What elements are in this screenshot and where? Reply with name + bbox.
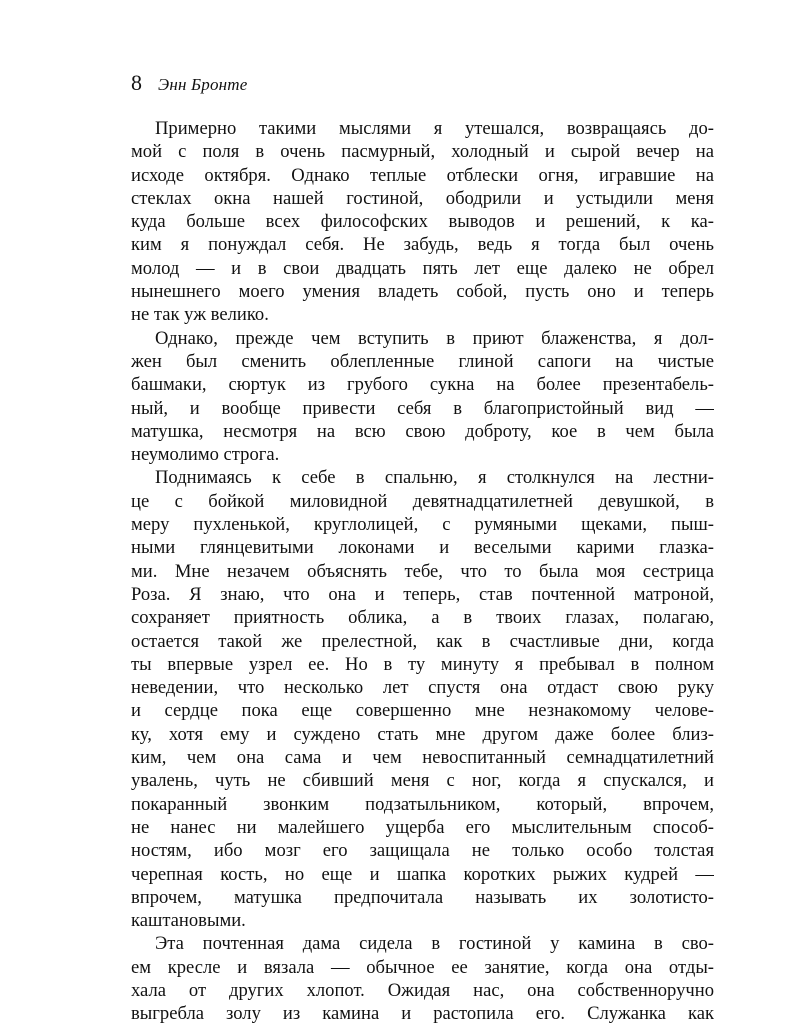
- text-line: и сердце пока еще совершенно мне незнакомому челове-: [131, 700, 714, 722]
- text-line: стеклах окна нашей гостиной, ободрили и устыдили меня: [131, 187, 714, 209]
- paragraph: [131, 466, 714, 932]
- text-line: каштановыми.: [131, 910, 246, 932]
- text-line: ты впервые узрел ее. Но в ту минуту я пребывал в полном: [131, 653, 714, 675]
- text-line: матушка, несмотря на всю свою доброту, кое в чем была: [131, 420, 714, 442]
- text-line: меру пухленькой, круглолицей, с румяными щеками, пыш-: [131, 514, 714, 536]
- text-line: выгребла золу из камина и растопила его. Служанка как: [131, 1003, 714, 1025]
- text-line: исходе октября. Однако теплые отблески огня, игравшие на: [131, 164, 714, 186]
- text-line: ный, и вообще привести себя в благопристойный вид —: [131, 397, 714, 419]
- text-line: Однако, прежде чем вступить в приют блаженства, я дол-: [155, 327, 714, 349]
- text-line: ми. Мне незачем объяснять тебе, что то была моя сестрица: [131, 560, 714, 582]
- text-line: Примерно такими мыслями я утешался, возвращаясь до-: [155, 118, 714, 139]
- text-line: башмаки, сюртук из грубого сукна на более презентабель-: [131, 374, 714, 396]
- text-line: остается такой же прелестной, как в счастливые дни, когда: [131, 630, 714, 652]
- text-line: ными глянцевитыми локонами и веселыми карими глазка-: [131, 537, 714, 559]
- text-line: нынешнего моего умения владеть собой, пусть оно и теперь: [131, 281, 714, 303]
- text-line: не нанес ни малейшего ущерба его мыслительным способ-: [131, 816, 714, 838]
- text-line: ем кресле и вязала — обычное ее занятие, когда она отды-: [131, 956, 714, 978]
- text-line: хала от других хлопот. Ожидая нас, она собственноручно: [131, 979, 714, 1001]
- text-line: не так уж велико.: [131, 304, 269, 326]
- text-line: впрочем, матушка предпочитала называть их золотисто-: [131, 886, 714, 908]
- text-line: ностям, ибо мозг его защищала не только особо толстая: [131, 840, 714, 862]
- running-head: [131, 70, 248, 100]
- text-line: ку, хотя ему и суждено стать мне другом даже более близ-: [131, 723, 714, 745]
- text-line: жен был сменить облепленные глиной сапоги на чистые: [131, 350, 714, 372]
- text-line: покаранный звонким подзатыльником, который, впрочем,: [131, 793, 714, 815]
- text-line: ким я понуждал себя. Не забудь, ведь я тогда был очень: [131, 234, 714, 256]
- text-line: мой с поля в очень пасмурный, холодный и сырой вечер на: [131, 141, 714, 163]
- text-line: неведении, что несколько лет спустя она отдаст свою руку: [131, 677, 714, 699]
- body-text: [131, 117, 714, 1026]
- text-line: куда больше всех философских выводов и решений, к ка-: [131, 211, 714, 233]
- text-line: Роза. Я знаю, что она и теперь, став почтенной матроной,: [131, 583, 714, 605]
- header-author: Энн Бронте: [158, 75, 248, 94]
- text-line: Поднимаясь к себе в спальню, я столкнулся на лестни-: [155, 467, 714, 489]
- text-line: неумолимо строга.: [131, 444, 280, 466]
- text-line: увалень, чуть не сбивший меня с ног, когда я спускался, и: [131, 770, 714, 792]
- text-line: ким, чем она сама и чем невоспитанный семнадцатилетний: [131, 747, 714, 769]
- paragraph: [131, 327, 714, 467]
- paragraph: [131, 932, 714, 1025]
- text-line: сохраняет приятность облика, а в твоих глазах, полагаю,: [131, 607, 714, 629]
- page-number: 8: [131, 70, 142, 95]
- text-line: це с бойкой миловидной девятнадцатилетней девушкой, в: [131, 490, 714, 512]
- text-line: молод — и в свои двадцать пять лет еще далеко не обрел: [131, 257, 714, 279]
- text-line: Эта почтенная дама сидела в гостиной у камина в сво-: [155, 933, 714, 955]
- paragraph: [131, 117, 714, 327]
- text-line: черепная кость, но еще и шапка коротких рыжих кудрей —: [131, 863, 714, 885]
